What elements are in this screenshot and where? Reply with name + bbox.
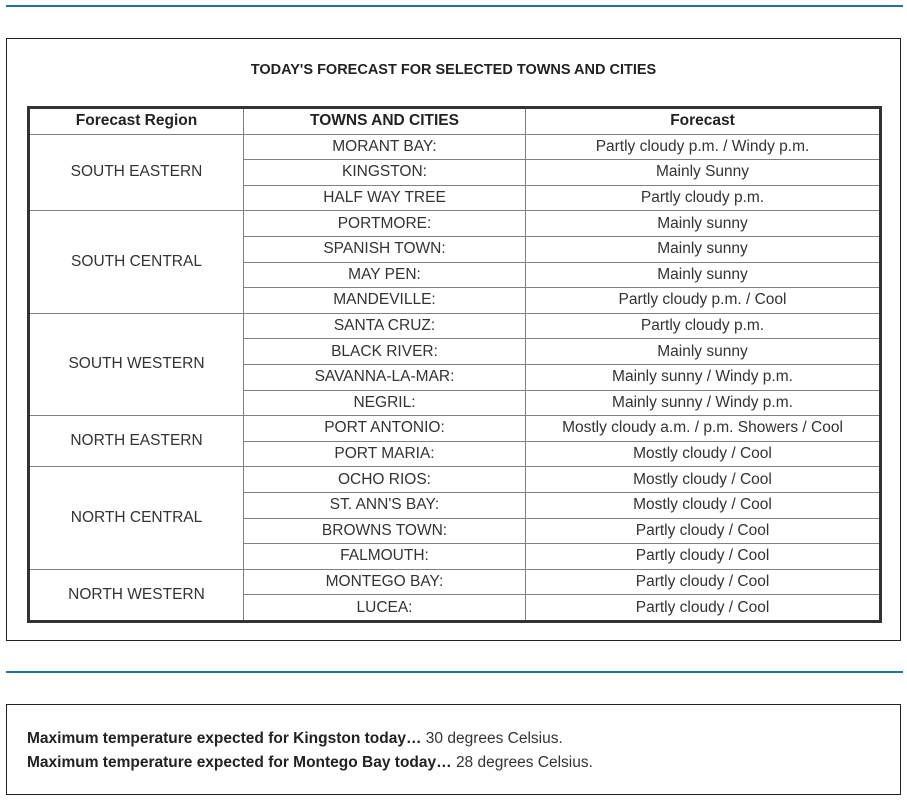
region-cell: SOUTH EASTERN bbox=[30, 135, 244, 212]
temperature-value: 30 degrees Celsius. bbox=[425, 730, 563, 747]
forecast-cell: Partly cloudy p.m. bbox=[526, 186, 879, 212]
forecast-cell: Mainly sunny / Windy p.m. bbox=[526, 391, 879, 417]
temperature-label: Maximum temperature expected for Montego Bay today… bbox=[27, 754, 452, 771]
region-cell: NORTH CENTRAL bbox=[30, 467, 244, 569]
table-row bbox=[30, 467, 879, 493]
forecast-cell: Mainly sunny bbox=[526, 211, 879, 237]
town-cell: SPANISH TOWN: bbox=[244, 237, 526, 263]
column-header-towns: TOWNS AND CITIES bbox=[244, 109, 526, 135]
temperature-lines bbox=[27, 727, 593, 775]
table-row bbox=[30, 211, 879, 237]
forecast-panel bbox=[6, 38, 901, 641]
region-cell: SOUTH WESTERN bbox=[30, 314, 244, 416]
town-cell: PORT ANTONIO: bbox=[244, 416, 526, 442]
forecast-cell: Mainly Sunny bbox=[526, 160, 879, 186]
forecast-cell: Partly cloudy p.m. / Windy p.m. bbox=[526, 135, 879, 161]
forecast-cell: Mainly sunny / Windy p.m. bbox=[526, 365, 879, 391]
table-row bbox=[30, 135, 879, 161]
column-header-forecast: Forecast bbox=[526, 109, 879, 135]
forecast-cell: Partly cloudy / Cool bbox=[635, 598, 770, 616]
table-row bbox=[30, 570, 879, 596]
middle-divider-rule bbox=[6, 671, 903, 673]
town-cell: SAVANNA-LA-MAR: bbox=[244, 365, 526, 391]
town-cell: HALF WAY TREE bbox=[244, 186, 526, 212]
forecast-cell: Partly cloudy / Cool bbox=[526, 544, 879, 570]
forecast-table-body bbox=[30, 135, 879, 620]
town-cell: LUCEA: bbox=[244, 595, 526, 620]
forecast-cell: Mostly cloudy a.m. / p.m. Showers / Cool bbox=[526, 416, 879, 442]
town-cell: MORANT BAY: bbox=[244, 135, 526, 161]
town-cell: KINGSTON: bbox=[244, 160, 526, 186]
forecast-cell: Mainly sunny bbox=[526, 339, 879, 365]
temperature-panel bbox=[6, 704, 901, 795]
forecast-cell: Mostly cloudy / Cool bbox=[526, 467, 879, 493]
table-row bbox=[30, 416, 879, 442]
town-cell: MANDEVILLE: bbox=[244, 288, 526, 314]
town-cell: SANTA CRUZ: bbox=[244, 314, 526, 340]
forecast-table bbox=[27, 106, 882, 623]
town-cell: BROWNS TOWN: bbox=[244, 519, 526, 545]
table-row bbox=[30, 314, 879, 340]
town-cell: MONTEGO BAY: bbox=[244, 570, 526, 596]
temperature-label: Maximum temperature expected for Kingston today… bbox=[27, 730, 422, 747]
town-cell: BLACK RIVER: bbox=[244, 339, 526, 365]
temperature-line-kingston bbox=[27, 727, 593, 751]
town-cell: PORT MARIA: bbox=[244, 442, 526, 468]
temperature-line-montego-bay bbox=[27, 751, 593, 775]
temperature-value: 28 degrees Celsius. bbox=[455, 754, 593, 771]
town-cell: FALMOUTH: bbox=[244, 544, 526, 570]
forecast-cell: Partly cloudy p.m. bbox=[526, 314, 879, 340]
town-cell: NEGRIL: bbox=[244, 391, 526, 417]
town-cell: MAY PEN: bbox=[244, 263, 526, 289]
forecast-cell: Mostly cloudy / Cool bbox=[526, 442, 879, 468]
forecast-cell: Partly cloudy / Cool bbox=[526, 519, 879, 545]
forecast-cell: Partly cloudy p.m. / Cool bbox=[526, 288, 879, 314]
region-cell: NORTH EASTERN bbox=[30, 416, 244, 467]
town-cell: OCHO RIOS: bbox=[244, 467, 526, 493]
top-divider-rule bbox=[6, 5, 903, 7]
forecast-cell: Mainly sunny bbox=[526, 237, 879, 263]
column-header-region: Forecast Region bbox=[30, 109, 244, 135]
region-cell: SOUTH CENTRAL bbox=[30, 211, 244, 313]
forecast-cell: Mainly sunny bbox=[526, 263, 879, 289]
town-cell: ST. ANN'S BAY: bbox=[244, 493, 526, 519]
forecast-cell: Mostly cloudy / Cool bbox=[526, 493, 879, 519]
table-header-row bbox=[30, 109, 879, 135]
forecast-cell: Partly cloudy / Cool bbox=[526, 570, 879, 596]
forecast-title: TODAY'S FORECAST FOR SELECTED TOWNS AND CITIES bbox=[250, 62, 657, 78]
region-cell: NORTH WESTERN bbox=[30, 570, 244, 620]
town-cell: PORTMORE: bbox=[244, 211, 526, 237]
